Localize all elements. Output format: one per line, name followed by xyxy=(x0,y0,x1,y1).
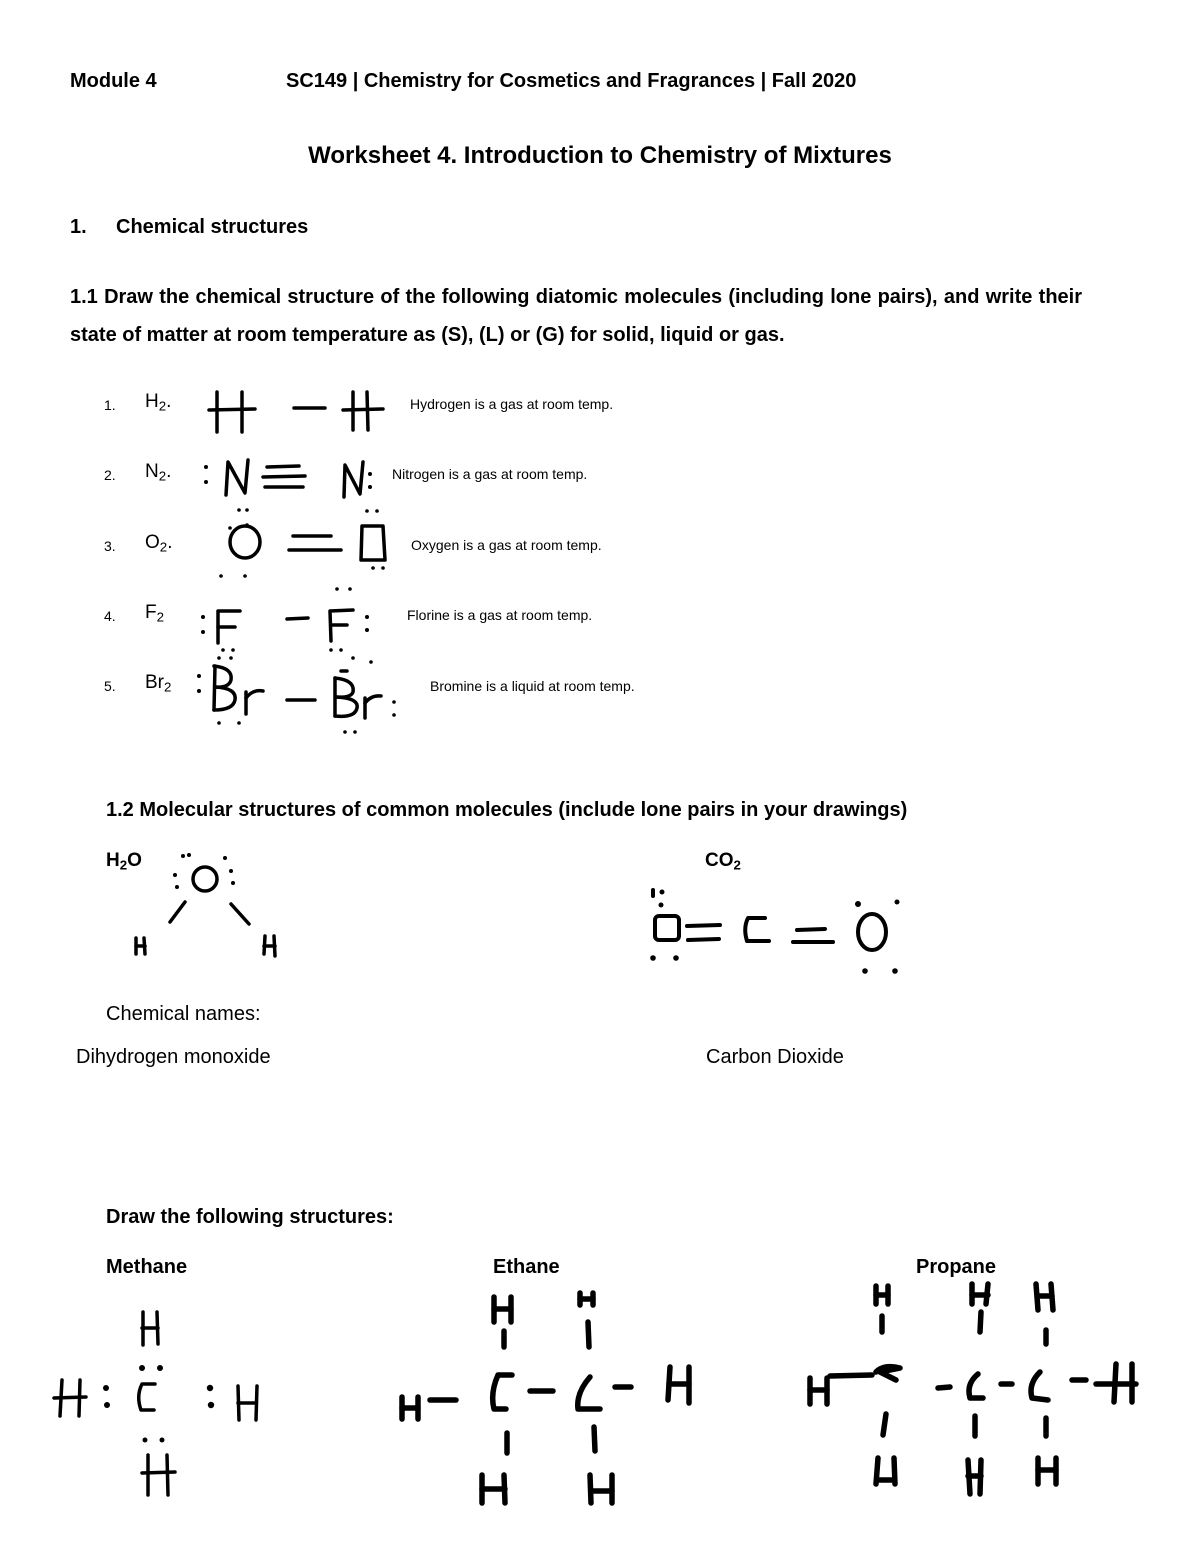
draw-structures-heading: Draw the following structures: xyxy=(106,1206,394,1228)
state-answer: Bromine is a liquid at room temp. xyxy=(430,678,635,694)
water-name: Dihydrogen monoxide xyxy=(76,1046,271,1068)
co2-structure-drawing xyxy=(645,880,915,985)
page-title: Worksheet 4. Introduction to Chemistry of Mixtures xyxy=(308,142,892,169)
question-1-1-prompt: 1.1 Draw the chemical structure of the following diatomic molecules (including lone pairs), and write their state of matter at room temperature as (S), (L) or (G) for solid, liquid or gas. xyxy=(70,286,1082,346)
state-answer: Oxygen is a gas at room temp. xyxy=(411,537,602,553)
item-number: 3. xyxy=(104,538,116,554)
state-answer: Hydrogen is a gas at room temp. xyxy=(410,396,614,412)
methane-label: Methane xyxy=(106,1256,188,1278)
item-number: 4. xyxy=(104,608,116,624)
ethane-label: Ethane xyxy=(493,1256,560,1278)
water-label: $H_2O$ xyxy=(106,850,142,873)
section-heading: Chemical structures xyxy=(116,216,309,238)
f2-lewis-structure xyxy=(201,587,369,652)
state-answer: Florine is a gas at room temp. xyxy=(407,607,593,623)
molecule-formula: $H_2$. xyxy=(145,391,172,414)
chemical-names-label: Chemical names: xyxy=(106,1003,261,1025)
o2-lewis-structure xyxy=(219,523,385,578)
course-header: SC149 | Chemistry for Cosmetics and Fragrances | Fall 2020 xyxy=(286,70,857,92)
n2-lewis-structure xyxy=(204,460,379,513)
item-number: 1. xyxy=(104,397,116,413)
item-number: 5. xyxy=(104,678,116,694)
methane-structure-drawing xyxy=(50,1300,270,1505)
section-number: 1. xyxy=(70,216,87,238)
lewis-structure-drawings xyxy=(195,380,415,740)
molecule-formula: $Br_2$ xyxy=(145,672,172,695)
co2-name: Carbon Dioxide xyxy=(706,1046,844,1068)
ethane-structure-drawing xyxy=(390,1285,700,1510)
propane-structure-drawing xyxy=(800,1280,1145,1510)
molecule-formula: $O_2$. xyxy=(145,532,173,555)
item-number: 2. xyxy=(104,467,116,483)
state-answer: Nitrogen is a gas at room temp. xyxy=(392,466,588,482)
question-1-2-heading: 1.2 Molecular structures of common molecules (include lone pairs in your drawings) xyxy=(106,799,908,821)
propane-label: Propane xyxy=(916,1256,997,1278)
water-structure-drawing xyxy=(125,850,305,965)
h2-lewis-structure xyxy=(209,392,383,432)
molecule-formula: $N_2$. xyxy=(145,461,172,484)
molecule-formula: $F_2$ xyxy=(145,602,165,625)
br2-lewis-structure xyxy=(197,656,396,734)
module-label: Module 4 xyxy=(70,70,157,92)
co2-label: $CO_2$ xyxy=(705,850,741,873)
